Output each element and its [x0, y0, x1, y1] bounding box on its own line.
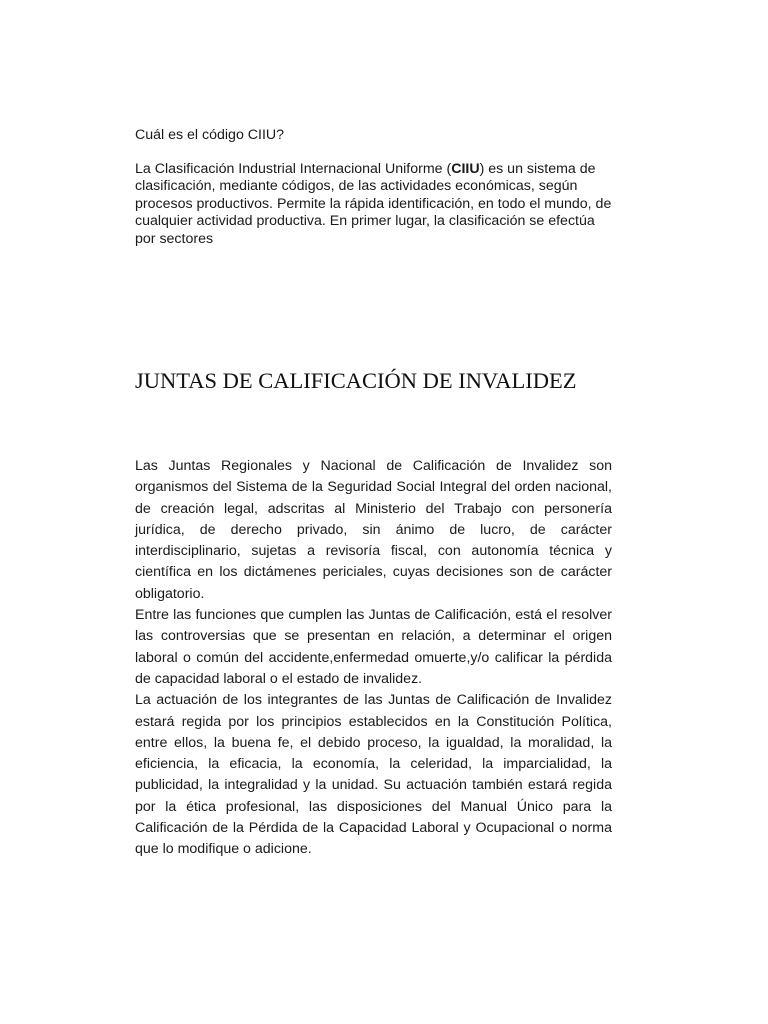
- intro-text-before: La Clasificación Industrial Internacional Uniforme (: [135, 161, 452, 177]
- paragraph-2: Entre las funciones que cumplen las Juntas de Calificación, está el resolver las controversias que se presentan en relación, a determinar el origen laboral o común del accidente,enfermedad omuerte,y/o calificar la pérdida de capacidad laboral o el estado de invalidez.: [135, 607, 612, 687]
- paragraph-3: La actuación de los integrantes de las Juntas de Calificación de Invalidez estará regida por los principios establecidos en la Constitución Política, entre ellos, la buena fe, el debido proceso, la igualdad, la moralidad, la eficiencia, la eficacia, la economía, la celeridad, la imparcialidad, la publicidad, la integralidad y la unidad. Su actuación también estará regida por la ética profesional, las disposiciones del Manual Único para la Calificación de la Pérdida de la Capacidad Laboral y Ocupacional o norma que lo modifique o adicione.: [135, 692, 612, 858]
- intro-paragraph: [135, 161, 615, 248]
- paragraph-1: Las Juntas Regionales y Nacional de Calificación de Invalidez son organismos del Sistema de la Seguridad Social Integral del orden nacional, de creación legal, adscritas al Ministerio del Trabajo con personería jurídica, de derecho privado, sin ánimo de lucro, de carácter interdisciplinario, sujetas a revisoría fiscal, con autonomía técnica y científica en los dictámenes periciales, cuyas decisiones son de carácter obligatorio.: [135, 458, 612, 602]
- question-line: Cuál es el código CIIU?: [135, 127, 285, 143]
- intro-text-after: ) es un sistema de clasificación, mediante códigos, de las actividades económicas, según procesos productivos. Permite la rápida identificación, en todo el mundo, de cualquier actividad productiva. En primer lugar, la clasificación se efectúa por sectores: [135, 161, 612, 247]
- section-heading: JUNTAS DE CALIFICACIÓN DE INVALIDEZ: [135, 368, 577, 393]
- intro-acronym: CIIU: [451, 161, 480, 177]
- body-text: [135, 456, 612, 861]
